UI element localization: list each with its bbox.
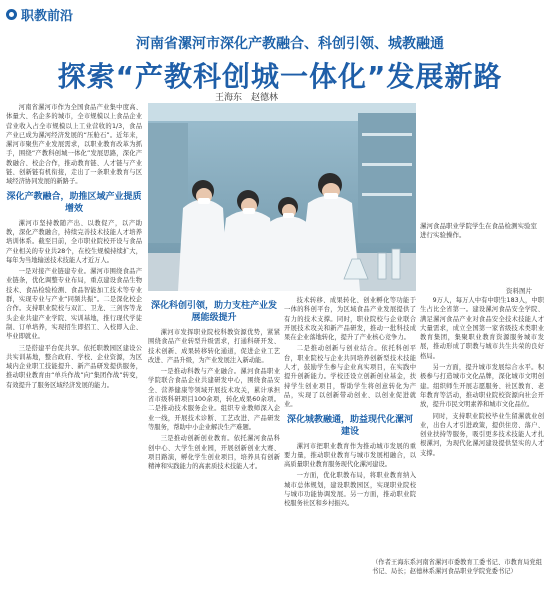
paragraph: 一是对接产业链建专业。漯河市围绕食品产业链条，优化调整专业布局，重点建设食品生物技术、食品检验检测、食品智能加工技术等专业群，实现专业与产业“同频共振”。二是深化校企合作。支持职业院校与双汇、卫龙、三剑客等龙头企业共建产业学院、实训基地，推行现代学徒制、订单培养，实现招生即招工、入校即入企、毕业即就业。 xyxy=(6,268,142,341)
paragraph: 另一方面，提升城市发展综合水平。积极参与打造城市文化品牌，深化城市文明创建。组织师生开展志愿服务、社区教育、老年教育等活动，推动职业院校资源向社会开放，提升市民文明素养和城市文化品位。 xyxy=(420,364,544,409)
section-tag-label: 职教前沿 xyxy=(21,8,74,24)
lab-photo xyxy=(148,103,416,291)
paragraph: 河南省漯河市作为全国食品产业集中度高、体量大、名企多的城市，全市规模以上食品企业营业收入占全市规模以上工业营收的1/3，食品产业已成为漯河经济发展的“压舱石”。近年来，漯河市聚焦产业发展需求，以职业教育改革为抓手，围绕“产教科创城一体化”发展思路，深化产教融合、校企合作，推动教育链、人才链与产业链、创新链有机衔接，走出了一条职业教育与区域经济协同发展的新路子。 xyxy=(6,104,142,186)
paragraph: 漯河市发挥职业院校科教资源优势，紧紧围绕食品产业转型升级需求，打通科研开发、技术创新、成果转移转化通道，促进企业工艺改进、产品升级，为产业发展注入新动能。 xyxy=(148,329,280,364)
section-tag xyxy=(6,5,73,23)
article-headline: 探索“产教科创城一体化”发展新路 xyxy=(57,60,503,93)
article-column-3 xyxy=(284,296,416,588)
photo-credit: 资料图片 xyxy=(506,287,532,295)
paragraph: 三是推动创新创业教育。依托漯河食品科创中心、大学生创业园，开展创新创业大赛、项目路演，孵化学生创业项目，培养具有创新精神和实践能力的高素质技术技能人才。 xyxy=(148,435,280,471)
paragraph: 同时，支持职业院校毕业生留漯就业创业，出台人才引进政策，提供住房、落户、创业扶持等服务，吸引更多技术技能人才扎根漯河，为现代化漯河建设提供坚实的人才支撑。 xyxy=(420,412,544,457)
paragraph: 一是推动科教与产业融合。漯河食品职业学院联合食品企业共建研发中心，围绕食品安全、营养健康等领域开展技术攻关，累计承担省市级科研项目100余项，转化成果60余项。二是推动技术服务企业。组织专业教师深入企业一线，开展技术诊断、工艺改进、产品研发等服务，帮助中小企业解决生产难题。 xyxy=(148,368,280,431)
circle-dot-icon xyxy=(6,9,17,20)
paragraph: 一方面，优化职教布局，将职业教育纳入城市总体规划，建设职教园区，实现职业院校与城市功能协调发展。另一方面，推动职业院校服务社区和乡村振兴。 xyxy=(284,472,416,508)
paragraph: 漯河市坚持教随产出、以教促产，以产助教，深化产教融合，持续完善技术技能人才培养培训体系。截至目前，全市职业院校开设与食品产业相关的专业共28个，在校生规模持续扩大，每年为当地输送技术技能人才近万人。 xyxy=(6,219,142,264)
byline: 王海东 赵德林 xyxy=(215,93,279,103)
author-note: （作者王海东系河南省漯河市委教育工委书记、市教育局党组书记、局长；赵德林系漯河食品职业学院党委书记） xyxy=(372,559,543,575)
lab-photo-illustration xyxy=(148,103,416,291)
paragraph: 技术转移、成果转化、创业孵化等功能于一体的科创平台，为区域食品产业发展提供了有力的技术支撑。同时，职业院校与企业联合开展技术攻关和新产品研发，推动一批科技成果在企业落地转化，提升了产业核心竞争力。 xyxy=(284,297,416,342)
section-heading: 深化城教融通，助益现代化漯河建设 xyxy=(286,414,413,437)
article-column-2 xyxy=(148,296,280,588)
photo-caption: 漯河食品职业学院学生在食品检测实验室进行实验操作。 xyxy=(420,222,537,239)
paragraph: 漯河市把职业教育作为推动城市发展的重要力量，推动职业教育与城市发展相融合，以高质量职业教育服务现代化漯河建设。 xyxy=(284,442,416,469)
paragraph: 二是推动创新与创业结合。依托科创平台，职业院校与企业共同培养创新型技术技能人才，鼓励学生参与企业真实项目，在实践中提升创新能力。学校还设立创新创业基金，扶持学生创业项目，帮助学生将创意转化为产品，实现了以创新带动创业、以创业促进就业。 xyxy=(284,345,416,409)
paragraph: 三是搭建平台促共享。依托职教园区建设公共实训基地，整合政府、学校、企业资源，为区域内企业职工技能提升、新产品研发提供服务，推动职业教育由“单兵作战”向“集团作战”转变，有效提升了服务区域经济发展的能力。 xyxy=(6,344,142,389)
section-heading: 深化科创引领，助力支柱产业发展能级提升 xyxy=(150,301,277,323)
article-subtitle: 河南省漯河市深化产教融合、科创引领、城教融通 xyxy=(136,36,444,52)
section-heading: 深化产教融合，助推区域产业提质增效 xyxy=(6,191,142,214)
article-column-1 xyxy=(6,103,142,563)
article-column-4 xyxy=(420,296,544,554)
paragraph: 9万人，每万人中有中职生183人，中职生占比全省第一。建设漯河食品安全学院、满足漯河食品产业对食品安全技术技能人才大量需求，成立全国第一家省级技术类职业教育集团，集聚职业教育资源服务城市发展，推动形成了职教与城市共生共荣的良好格局。 xyxy=(420,297,544,360)
